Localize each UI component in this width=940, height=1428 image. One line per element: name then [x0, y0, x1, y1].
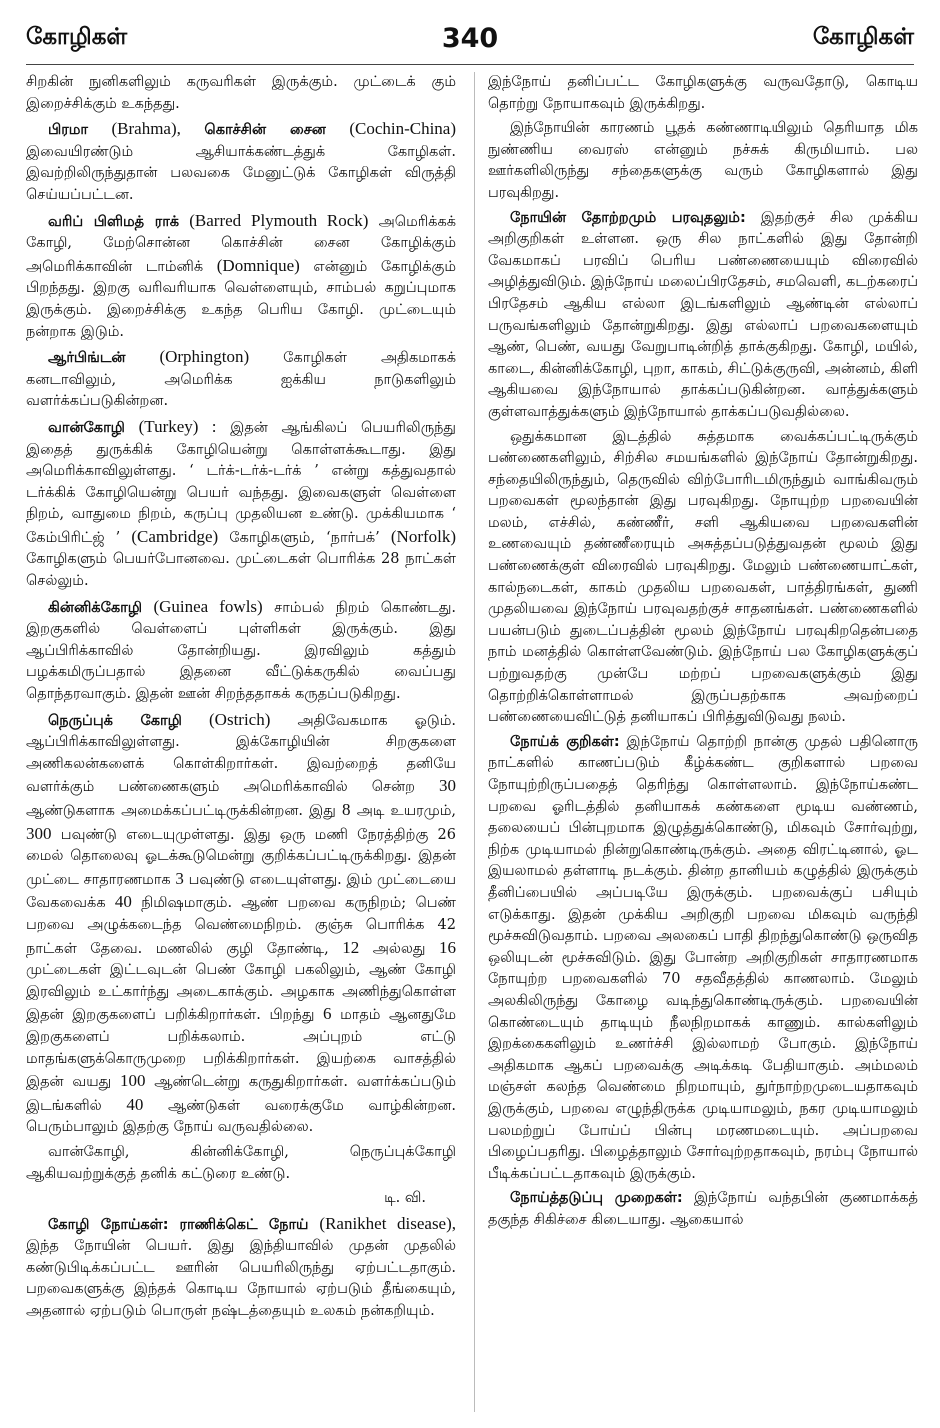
section-heading: நோய்க் குறிகள்:	[510, 733, 620, 750]
paragraph-text: அடி உயரமும்,	[356, 803, 456, 819]
entry-heading: நெருப்புக் கோழி	[48, 712, 182, 729]
paragraph-plymouth-rock	[26, 210, 456, 344]
latin-name: (Ranikhet disease),	[319, 1213, 456, 1233]
paragraph-ostrich	[26, 709, 456, 1139]
latin-name: (Domnique)	[216, 255, 300, 275]
paragraph-symptoms	[488, 732, 918, 1185]
numeral: 300	[26, 823, 52, 843]
paragraph-text: முட்டைகள் இட்டவுடன் பெண் கோழி பகலிலும், ஆண் கோழி இரவிலும் உட்கார்ந்து அடைகாக்கும். அழகாக அணிந்துகொள்ள இதன் இறகுகளைப் பறிக்கிறார்கள். பிறந்து	[26, 962, 456, 1024]
latin-name: (Ostrich)	[209, 709, 271, 729]
paragraph	[26, 72, 456, 115]
entry-heading: கின்னிக்கோழி	[48, 599, 142, 616]
paragraph	[488, 118, 918, 204]
entry-heading: வான்கோழி	[48, 419, 125, 436]
paragraph-text: பவுண்டு எடையுள்ளது. இம் முட்டையை வேகவைக்க	[26, 871, 456, 912]
latin-name: (Orphington)	[159, 347, 250, 367]
paragraph-text: இந்நோயின் காரணம் பூதக் கண்ணாடியிலும் தெரியாத மிக நுண்ணிய வைரஸ் என்னும் நச்சுக் கிருமியாம். பல ஊர்களிலிருந்து சந்தைகளுக்கு வரும் கோழிகளால் இது பரவுகிறது.	[488, 120, 918, 201]
paragraph-text: இந்நோய் தனிப்பட்ட கோழிகளுக்கு வருவதோடு, கொடிய தொற்று நோயாகவும் இருக்கிறது.	[488, 74, 918, 112]
numeral: 3	[175, 868, 184, 888]
running-head-left: கோழிகள்	[26, 23, 128, 50]
numeral: 6	[323, 1004, 332, 1024]
paragraph-text: வான்கோழி, கின்னிக்கோழி, நெருப்புக்கோழி ஆகியவற்றுக்குத் தனிக் கட்டுரை உண்டு.	[26, 1143, 456, 1182]
left-column	[26, 72, 456, 1412]
paragraph-text: கோழிகளும் பெயர்போனவை. முட்டைகள் பொரிக்க 28 நாட்கள் செல்லும்.	[26, 551, 456, 590]
paragraph-text: ஆண்டுகளாக அமைக்கப்பட்டிருக்கின்றன. இது	[26, 803, 336, 819]
numeral: 30	[439, 776, 456, 796]
entry-heading: பிரமா	[48, 122, 88, 139]
column-divider	[474, 72, 475, 1412]
latin-name: (Norfolk)	[390, 526, 456, 546]
paragraph-text: இந்நோய் தொற்றி நான்கு முதல் பதினொரு நாட்களில் காணப்படும் கீழ்க்கண்ட குறிகளால் பறவை நோயுற்றிருப்பதைத் தெரிந்து கொள்ளலாம். இந்நோய்கண்ட பறவை ஓரிடத்தில் தனியாகக் கண்களை மூடிய வண்ணம், தலையைப் பின்புறமாக இழுத்துக்கொண்டு, மிகவும் சோர்வுற்று, நிற்க முடியாமல் நின்றுகொண்டிருக்கும். அதை விரட்டினால், ஓட இயலாமல் தள்ளாடி நடக்கும். தின்ற தானியம் கழுத்தில் இருக்கும் தீனிப்பையில் அப்படியே இருக்கும். பறவைக்குப் பசியும் எடுக்காது. இதன் முக்கிய அறிகுறி பறவை மிகவும் வருந்தி மூச்சுவிடுவதாம். பறவை அலகைப் பாதி திறந்துகொண்டு ஒருவித ஒலியுடன் மூச்சுவிடும். இது போன்ற அறிகுறிகள் சாதாரணமாக நோயுற்ற பறவைகளில் 70 சதவீதத்தில் காணலாம். மேலும் அலகிலிருந்து கோழை வடிந்துகொண்டிருக்கும். பறவையின் கொண்டையும் தாடியும் நீலநிறமாகக் காணும். கால்களிலும் இறக்கைகளிலும் உணர்ச்சி இல்லாமற் போகும். இந்நோய் அதிகமாக ஆகப் பறவைக்கு அடிக்கடி பேதியாகும். அம்மலம் மஞ்சள் கலந்த வெண்மை நிறமாயும், துர்நாற்றமுடையதாகவும் இருக்கும், பறவை எழுந்திருக்க முடியாமலும், நகர முடியாமலும் பலமற்றுப் போய்ப் பின்பு மரணமடையும். அப்பறவை பிழைப்பதரிது. பிழைத்தாலும் சோர்வுற்றதாகவும், நரம்பு நோயால் பீடிக்கப்பட்டதாகவும் இருக்கும்.	[488, 733, 918, 1182]
paragraph-text: இவையிரண்டும் ஆசியாக்கண்டத்துக் கோழிகள். இவற்றிலிருந்துதான் பலவகை மேனுட்டுக் கோழிகள் விருத்தி செய்யப்பட்டன.	[26, 143, 456, 203]
paragraph-text: அதிவேகமாக ஓடும். ஆப்பிரிக்காவிலுள்ளது. இக்கோழியின் சிறகுகளை அணிகலன்களைக் கொள்கிறார்கள். இவற்றைத் தனியே வளர்க்கும் பண்ணைகளும் அமெரிக்காவில் சென்ற	[26, 712, 456, 796]
paragraph-text: மாதம் ஆனதுமே இறகுகளைப் பறிக்கலாம். அப்புறம் எட்டு மாதங்களுக்கொருமுறை பறிக்கிறார்கள். இயற்கை வாசத்தில் இதன் வயது	[26, 1007, 456, 1091]
paragraph-text: சிறகின் நுனிகளிலும் கருவரிகள் இருக்கும். முட்டைக் கும் இறைச்சிக்கும் உகந்தது.	[26, 74, 456, 112]
paragraph-see-also	[26, 1142, 456, 1185]
paragraph-diseases	[26, 1213, 456, 1323]
entry-heading: வரிப் பிளிமத் ராக்	[48, 213, 180, 230]
paragraph	[488, 72, 918, 115]
numeral: 40	[114, 892, 132, 912]
header-rule	[26, 64, 914, 65]
paragraph-text: ஆண்டுகள் வரைக்குமே வாழ்கின்றன. பெரும்பாலும் இதற்கு நோய் வருவதில்லை.	[26, 1097, 456, 1136]
section-heading: நோயின் தோற்றமும் பரவுதலும்:	[510, 209, 746, 226]
paragraph-prevention	[488, 1188, 918, 1231]
latin-name: (Cambridge)	[131, 526, 219, 546]
author-initials: டி. வி.	[384, 1190, 426, 1207]
paragraph-text: ஒதுக்கமான இடத்தில் சுத்தமாக வைக்கப்பட்டிருக்கும் பண்ணைகளிலும், சிற்சில சமயங்களில் இந்நோய் தோன்றுகிறது. சந்தையிலிருந்தும், தெருவில் விற்போரிடமிருந்தும் வாங்கிவரும் பறவைகள் மூலந்தான் இது பரவுகிறது. நோயுற்ற பறவையின் மலம், எச்சில், கண்ணீர், சளி ஆகியவை பறவைகளின் உணவையும் தண்ணீரையும் அசுத்தப்படுத்துவதன் மூலம் இது பண்ணைக்குள் விரைவில் பரவுகிறது. மேலும் பண்ணையாட்கள், கால்நடைகள், காகம் முதலிய பறவைகள், பாத்திரங்கள், துணி முதலியவை இந்நோய் பரவுவதற்குச் சாதனங்கள். பண்ணைகளில் பயன்படும் துடைப்பத்தின் மூலம் இந்நோய் பரவுகிறதென்பதை நாம் மனத்தில் கொள்ளவேண்டும். இந்நோய் பல கோழிகளுக்குப் பற்றுவதற்கு முன்பே மற்றப் பறவைகளுக்கும் இது தொற்றிக்கொள்ளாமல் இருப்பதற்காக அவற்றைப் பண்ணையைவிட்டுத் தனியாகப் பிரித்துவிடுவது நலம்.	[488, 428, 918, 726]
numeral: 16	[439, 937, 456, 957]
page-number: 340	[441, 22, 499, 54]
paragraph-text: இதன் ஆங்கிலப் பெயரிலிருந்து இதைத் துருக்கிக் கோழியென்று கொள்ளக்கூடாது. இது அமெரிக்காவிலுள்ளது. ‘ டர்க்-டர்க்-டர்க் ’ என்று கத்துவதால் டர்க்கிக் கோழியென்று பெயர் வந்தது. இவைகளுள் வெள்ளை நிறம், வாதுமை நிறம், கருப்பு முதலியன உண்டு. முக்கியமாக ‘ கேம்பிரிட்ஜ் ’	[26, 419, 456, 546]
paragraph-text: இதற்குச் சில முக்கிய அறிகுறிகள் உள்ளன. ஒரு சில நாட்களில் இது தோன்றி வேகமாகப் பரவிப் பெரிய பண்ணையையும் விரைவில் அழித்துவிடும். இந்நோய் மலைப்பிரதேசம், சமவெளி, கடற்கரைப் பிரதேசம் ஆகிய எல்லா இடங்களிலும் ஆண்டின் எல்லாப் பருவங்களிலும் தோன்றுகிறது. இது எல்லாப் பறவைகளையும் ஆண், பெண், வயது வேறுபாடின்றித் தாக்குகிறது. கோழி, மயில், காடை, கின்னிக்கோழி, புறா, காகம், சிட்டுக்குருவி, அன்னம், கிளி ஆகியவை இந்நோயால் தாக்கப்படுகின்றன. வாத்துக்களும் குள்ளவாத்துக்களும் இந்நோயால் தாக்கப்படுவதில்லை.	[488, 209, 918, 420]
entry-heading: ராணிக்கெட் நோய்	[179, 1216, 309, 1233]
section-heading: கோழி நோய்கள்:	[48, 1216, 169, 1233]
latin-name: (Brahma),	[111, 119, 181, 139]
paragraph-text: அல்லது	[372, 940, 426, 957]
paragraph-text: அமெரிக்கக் கோழி, மேற்சொன்ன கொச்சின் சைன கோழிக்கும் அமெரிக்காவின் டாம்னிக்	[26, 213, 456, 275]
latin-name: (Turkey) :	[138, 416, 217, 436]
entry-heading: ஆர்பிங்டன்	[48, 350, 126, 367]
numeral: 12	[342, 937, 360, 957]
paragraph-text: இந்நோய் வந்தபின் குணமாக்கத் தகுந்த சிகிச்சை கிடையாது. ஆகையால்	[488, 1190, 918, 1228]
entry-heading: கொச்சின் சைன	[204, 122, 326, 139]
section-heading: நோய்த்தடுப்பு முறைகள்:	[510, 1190, 683, 1207]
paragraph-brahma	[26, 118, 456, 206]
numeral: 40	[126, 1094, 144, 1114]
paragraph-text: இந்த நோயின் பெயர். இது இந்தியாவில் முதன் முதலில் கண்டுபிடிக்கப்பட்ட ஊரின் பெயரிலிருந்து ஏற்பட்டதாகும். பறவைகளுக்கு இந்தக் கொடிய நோயால் ஏற்படும் தீங்கையும், அதனால் ஏற்படும் பொருள் நஷ்டத்தையும் உலகம் நன்கறியும்.	[26, 1238, 456, 1320]
paragraph-turkey	[26, 416, 456, 593]
paragraph-text: கோழிகளும், ‘நார்பக்’	[229, 529, 380, 546]
numeral: 8	[342, 800, 351, 819]
latin-name: (Barred Plymouth Rock)	[189, 210, 369, 230]
numeral: 100	[120, 1071, 146, 1091]
paragraph-text: ஆண்டென்று கருதுகிறார்கள். வளர்க்கப்படும் இடங்களில்	[26, 1074, 456, 1114]
paragraph-spread	[488, 208, 918, 424]
paragraph-text: நிமிஷமாகும். ஆண் பறவை கருநிறம்; பெண் பறவை அழுக்கடைந்த வெண்மைநிறம். குஞ்சு பொரிக்க 42 நாட்கள் தேவை. மணலில் குழி தோண்டி,	[26, 895, 456, 957]
paragraph-guinea-fowl	[26, 596, 456, 706]
running-head-right: கோழிகள்	[812, 23, 914, 50]
paragraph-text: கோழிகள் அதிகமாகக் கனடாவிலும், அமெரிக்க ஐக்கிய நாடுகளிலும் வளர்க்கப்படுகின்றன.	[26, 350, 456, 410]
paragraph-text: சாம்பல் நிறம் கொண்டது. இறகுகளில் வெள்ளைப் புள்ளிகள் இருக்கும். இது ஆப்பிரிக்காவில் தோன்றியது. இரவிலும் கத்தும் பழக்கமிருப்பதால் இதனை வீட்டுக்கருகில் வைப்பது தொந்தரவாகும். இதன் ஊன் சிறந்ததாகக் கருதப்படுகிறது.	[26, 599, 456, 703]
paragraph-text: என்னும் கோழிக்கும் பிறந்தது. இறகு வரிவரியாக வெள்ளையும், சாம்பல் கறுப்புமாக இருக்கும். இறைச்சிக்கு உகந்த பெரிய கோழி. முட்டையும் நன்றாக இடும்.	[26, 258, 456, 340]
paragraph-text: பவுண்டு எடையுமுள்ளது. இது ஒரு மணி நேரத்திற்கு 26 மைல் தொலைவு ஓடக்கூடுமென்று குறிக்கப்பட்டிருக்கிறது. இதன் முட்டை சாதாரணமாக	[26, 826, 456, 888]
right-column	[488, 72, 918, 1412]
latin-name: (Guinea fowls)	[153, 596, 263, 616]
paragraph	[488, 427, 918, 729]
latin-name: (Cochin-China)	[349, 119, 456, 139]
page-header	[26, 18, 914, 58]
paragraph-orphington	[26, 346, 456, 413]
